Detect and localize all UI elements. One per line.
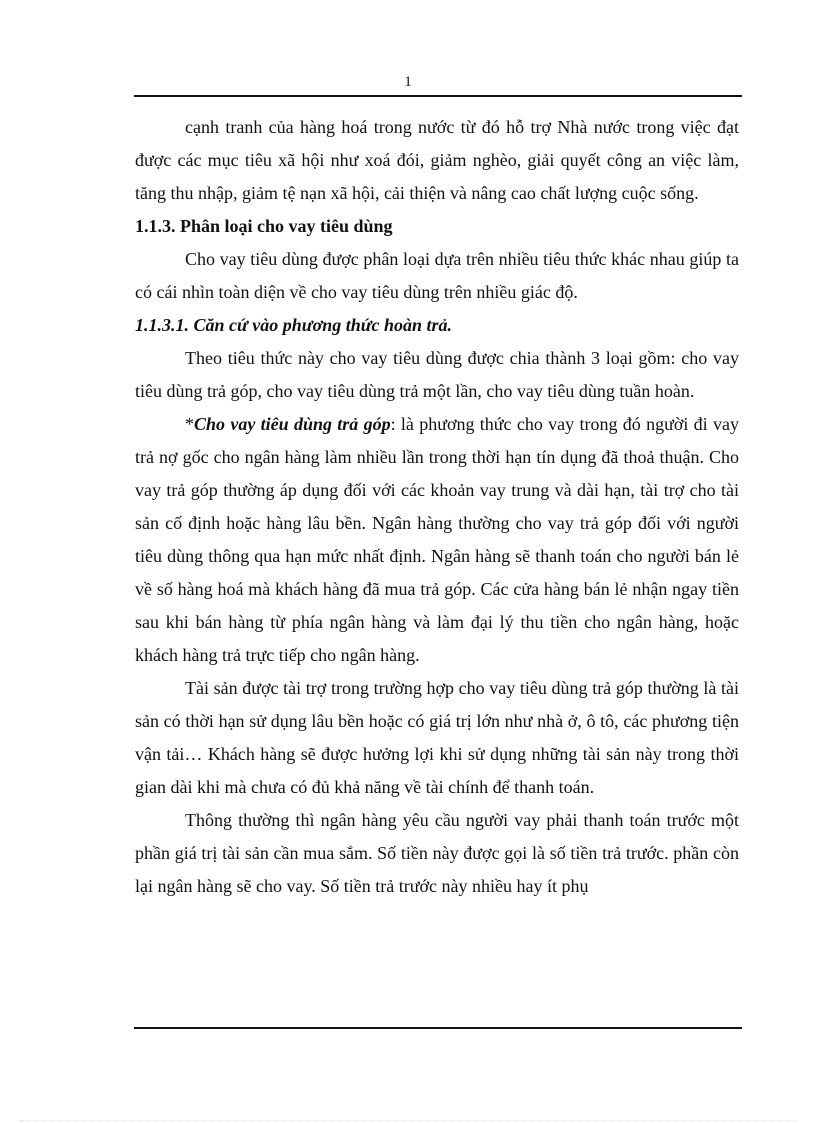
paragraph-continuation: cạnh tranh của hàng hoá trong nước từ đó hỗ trợ Nhà nước trong việc đạt được các mục tiêu xã hội như xoá đói, giảm nghèo, giải quyết công an việc làm, tăng thu nhập, giảm tệ nạn xã hội, cải thiện và nâng cao chất lượng cuộc sống.	[135, 117, 739, 203]
header-rule	[134, 95, 742, 97]
paragraph-classification-intro: Cho vay tiêu dùng được phân loại dựa trên nhiều tiêu thức khác nhau giúp ta có cái nhìn toàn diện về cho vay tiêu dùng trên nhiều giác độ.	[135, 249, 739, 302]
page-number: 1	[404, 74, 412, 90]
installment-definition: : là phương thức cho vay trong đó người đi vay trả nợ gốc cho ngân hàng làm nhiều lần trong thời hạn tín dụng đã thoả thuận. Cho vay trả góp thường áp dụng đối với các khoản vay trung và dài hạn, tài trợ cho tài sản cố định hoặc hàng lâu bền. Ngân hàng thường cho vay trả góp đối với người tiêu dùng thông qua hạn mức nhất định. Ngân hàng sẽ thanh toán cho người bán lẻ về số hàng hoá mà khách hàng đã mua trả góp. Các cửa hàng bán lẻ nhận ngay tiền sau khi bán hàng từ phía ngân hàng và làm đại lý thu tiền cho ngân hàng, hoặc khách hàng trả trực tiếp cho ngân hàng.	[135, 414, 739, 665]
subsection-heading-1-1-3-1: 1.1.3.1. Căn cứ vào phương thức hoàn trả.	[135, 315, 453, 335]
term-installment-loan: Cho vay tiêu dùng trả góp	[194, 414, 391, 434]
footer-rule	[134, 1027, 742, 1029]
paragraph-financed-assets: Tài sản được tài trợ trong trường hợp cho vay tiêu dùng trả góp thường là tài sản có thời hạn sử dụng lâu bền hoặc có giá trị lớn như nhà ở, ô tô, các phương tiện vận tải… Khách hàng sẽ được hưởng lợi khi sử dụng những tài sản này trong thời gian dài khi mà chưa có đủ khả năng về tài chính để thanh toán.	[135, 678, 739, 797]
page-edge-dotted-line	[20, 1120, 796, 1121]
paragraph-installment-loan	[135, 408, 739, 672]
document-body	[135, 111, 739, 903]
paragraph-three-types: Theo tiêu thức này cho vay tiêu dùng được chia thành 3 loại gồm: cho vay tiêu dùng trả góp, cho vay tiêu dùng trả một lần, cho vay tiêu dùng tuần hoàn.	[135, 348, 739, 401]
section-heading-1-1-3: 1.1.3. Phân loại cho vay tiêu dùng	[135, 216, 393, 236]
bullet-asterisk: *	[185, 414, 194, 434]
paragraph-down-payment: Thông thường thì ngân hàng yêu cầu người vay phải thanh toán trước một phần giá trị tài sản cần mua sắm. Số tiền này được gọi là số tiền trả trước. phần còn lại ngân hàng sẽ cho vay. Số tiền trả trước này nhiều hay ít phụ	[135, 810, 739, 896]
